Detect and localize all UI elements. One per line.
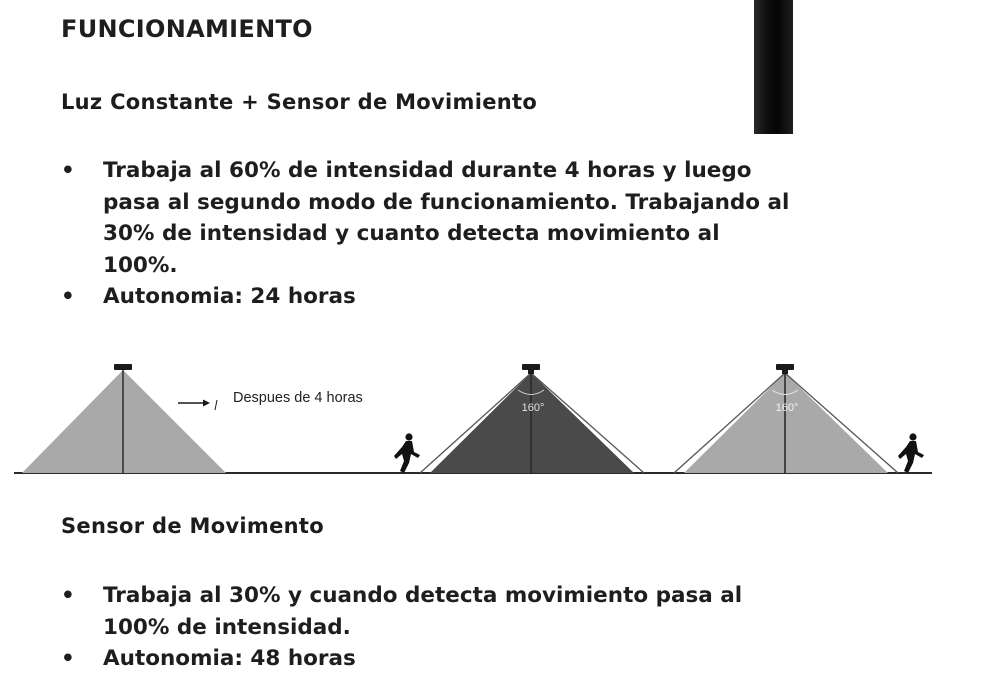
page-title: FUNCIONAMIENTO (61, 15, 313, 43)
lamp-head-icon (114, 364, 132, 370)
angle-label: 160° (521, 402, 545, 414)
lamp-steady-light (22, 364, 226, 473)
angle-label: 160° (775, 402, 799, 414)
bullet-icon: • (61, 583, 75, 608)
list-item (61, 155, 801, 281)
mode1-bullet-text: Trabaja al 60% de intensidad durante 4 horas y luego pasa al segundo modo de funcionamiento. Trabajando al 30% de intensidad y cuanto detecta movimiento al 100%. (103, 158, 790, 278)
mode2-title: Sensor de Movimento (61, 514, 324, 538)
lamp-head-icon (522, 364, 540, 370)
list-item (61, 281, 801, 313)
mode1-bullet-list (61, 155, 801, 313)
bullet-icon: • (61, 158, 75, 183)
bullet-icon: • (61, 646, 75, 671)
mode1-bullet-text: Autonomia: 24 horas (103, 284, 356, 309)
lamp-motion-light (674, 364, 898, 473)
list-item (61, 643, 801, 675)
transition-label: Despues de 4 horas (233, 390, 363, 406)
bullet-icon: • (61, 284, 75, 309)
light-cone-light (684, 373, 888, 473)
mode1-title: Luz Constante + Sensor de Movimiento (61, 90, 538, 114)
lamp-post-image (754, 0, 793, 134)
list-item (61, 580, 801, 643)
light-cone-steady (22, 370, 226, 473)
runner-icon (394, 433, 420, 473)
mode2-bullet-list (61, 580, 801, 675)
transition-arrow-icon (178, 400, 217, 411)
operation-diagram (0, 355, 981, 485)
light-cone-dark (430, 373, 634, 473)
runner-icon (898, 433, 924, 473)
mode2-bullet-text: Trabaja al 30% y cuando detecta movimiento pasa al 100% de intensidad. (103, 583, 743, 640)
lamp-motion-dark (420, 364, 644, 473)
lamp-head-icon (776, 364, 794, 370)
mode2-bullet-text: Autonomia: 48 horas (103, 646, 356, 671)
